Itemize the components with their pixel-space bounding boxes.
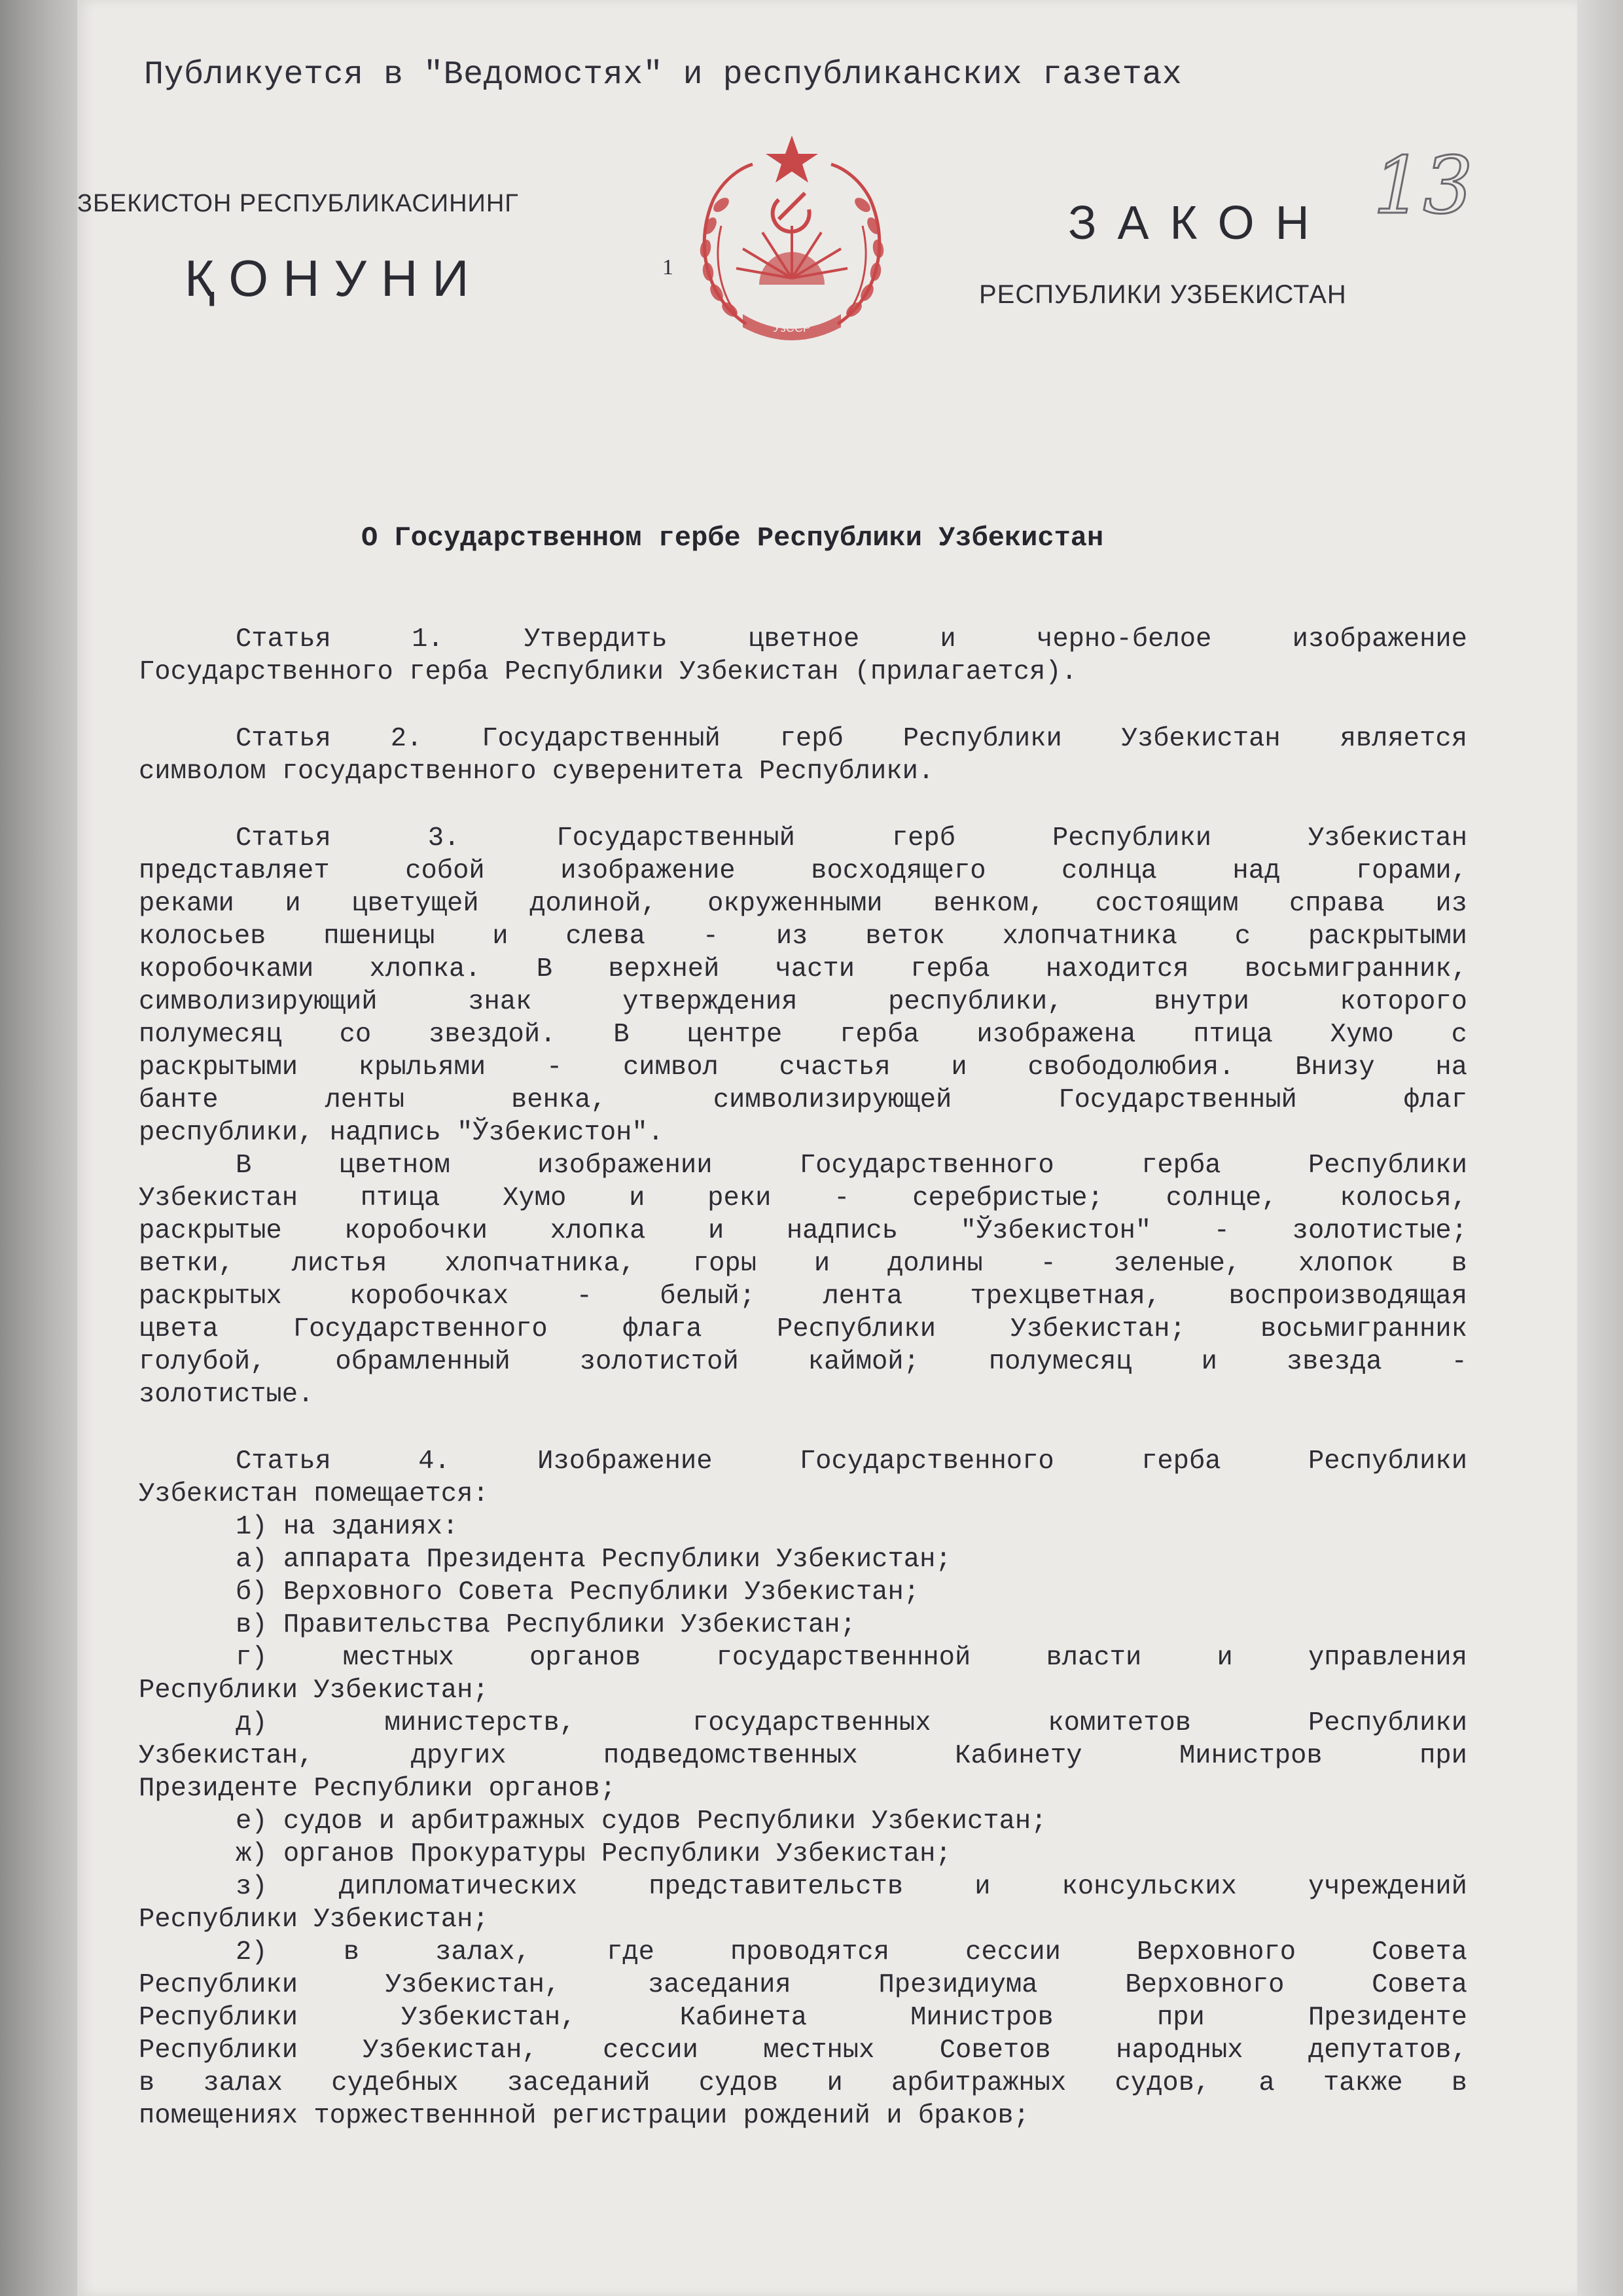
text-line: з) дипломатических представительств и консульских учреждений xyxy=(236,1872,1467,1902)
text-line: ветки, листья хлопчатника, горы и долины - зеленые, хлопок в xyxy=(139,1249,1467,1279)
text-line: колосьев пшеницы и слева - из веток хлопчатника с раскрытыми xyxy=(139,922,1467,952)
text-line: Статья 2. Государственный герб Республики Узбекистан является xyxy=(236,724,1467,754)
text-line: 2) в залах, где проводятся сессии Верховного Совета xyxy=(236,1937,1467,1967)
text-line: золотистые. xyxy=(139,1380,314,1410)
svg-text:13: 13 xyxy=(1373,147,1473,232)
text-line: голубой, обрамленный золотистой каймой; полумесяц и звезда - xyxy=(139,1347,1467,1377)
text-line: Республики Узбекистан, заседания Президиума Верховного Совета xyxy=(139,1970,1467,2000)
publication-note: Публикуется в "Ведомостях" и республиканских газетах xyxy=(144,56,1183,94)
text-line: представляет собой изображение восходящего солнца над горами, xyxy=(139,856,1467,886)
uzbek-title: ҚОНУНИ xyxy=(185,249,484,307)
text-line: а) аппарата Президента Республики Узбекистан; xyxy=(236,1545,952,1575)
text-line: е) судов и арбитражных судов Республики Узбекистан; xyxy=(236,1806,1047,1837)
text-line: раскрытые коробочки хлопка и надпись "Ўзбекистон" - золотистые; xyxy=(139,1216,1467,1246)
scan-left-shadow xyxy=(0,0,85,2296)
text-line: Республики Узбекистан, сессии местных Советов народных депутатов, xyxy=(139,2036,1467,2066)
coat-of-arms-seal xyxy=(681,128,903,350)
text-line: раскрытых коробочках - белый; лента трехцветная, воспроизводящая xyxy=(139,1282,1467,1312)
text-line: д) министерств, государственных комитетов Республики xyxy=(236,1708,1467,1738)
russian-title: ЗАКОН xyxy=(1068,197,1330,249)
scan-right-edge xyxy=(1577,0,1623,2296)
text-line: Узбекистан птица Хумо и реки - серебристые; солнце, колосья, xyxy=(139,1183,1467,1213)
text-line: Республики Узбекистан, Кабинета Министров при Президенте xyxy=(139,2003,1467,2033)
text-line: Государственного герба Республики Узбекистан (прилагается). xyxy=(139,657,1077,687)
text-line: в) Правительства Республики Узбекистан; xyxy=(236,1610,856,1640)
text-line: коробочками хлопка. В верхней части герба находится восьмигранник, xyxy=(139,954,1467,984)
text-line: В цветном изображении Государственного герба Республики xyxy=(236,1151,1467,1181)
text-line: полумесяц со звездой. В центре герба изображена птица Хумо с xyxy=(139,1020,1467,1050)
text-line: Узбекистан, других подведомственных Кабинету Министров при xyxy=(139,1741,1467,1771)
text-line: помещениях торжественнной регистрации рождений и браков; xyxy=(139,2101,1030,2131)
text-line: б) Верховного Совета Республики Узбекистан; xyxy=(236,1577,920,1607)
text-line: Статья 4. Изображение Государственного герба Республики xyxy=(236,1446,1467,1477)
text-line: банте ленты венка, символизирующей Государственный флаг xyxy=(139,1085,1467,1115)
handwritten-number-mark xyxy=(1361,147,1492,232)
text-line: Президенте Республики органов; xyxy=(139,1774,616,1804)
russian-header-line: РЕСПУБЛИКИ УЗБЕКИСТАН xyxy=(979,280,1347,309)
uzbek-header-line: ЗБЕКИСТОН РЕСПУБЛИКАСИНИНГ xyxy=(77,190,519,217)
text-line: республики, надпись "Ўзбекистон". xyxy=(139,1118,664,1148)
document-title: О Государственном гербе Республики Узбекистан xyxy=(361,522,1104,554)
text-line: цвета Государственного флага Республики Узбекистан; восьмигранник xyxy=(139,1314,1467,1344)
text-line: раскрытыми крыльями - символ счастья и свободолюбия. Внизу на xyxy=(139,1052,1467,1083)
paragraph-gap xyxy=(139,1411,1467,1445)
text-line: 1) на зданиях: xyxy=(236,1512,459,1542)
text-line: символизирующий знак утверждения республики, внутри которого xyxy=(139,987,1467,1017)
seal-ribbon-text: ЎзССР xyxy=(773,321,811,334)
text-line: реками и цветущей долиной, окруженными венком, состоящим справа из xyxy=(139,889,1467,919)
text-line: ж) органов Прокуратуры Республики Узбекистан; xyxy=(236,1839,952,1869)
paragraph-gap xyxy=(139,689,1467,723)
text-line: Республики Узбекистан; xyxy=(139,1905,489,1935)
text-line: Статья 1. Утвердить цветное и черно-белое изображение xyxy=(236,624,1467,655)
page-marker: 1 xyxy=(662,255,673,279)
text-line: Республики Узбекистан; xyxy=(139,1676,489,1706)
text-line: Статья 3. Государственный герб Республики Узбекистан xyxy=(236,823,1467,853)
text-line: символом государственного суверенитета Республики. xyxy=(139,757,935,787)
text-line: г) местных органов государственнной власти и управления xyxy=(236,1643,1467,1673)
paragraph-gap xyxy=(139,788,1467,822)
text-line: Узбекистан помещается: xyxy=(139,1479,489,1509)
document-body xyxy=(139,623,1467,2132)
text-line: в залах судебных заседаний судов и арбитражных судов, а также в xyxy=(139,2068,1467,2098)
